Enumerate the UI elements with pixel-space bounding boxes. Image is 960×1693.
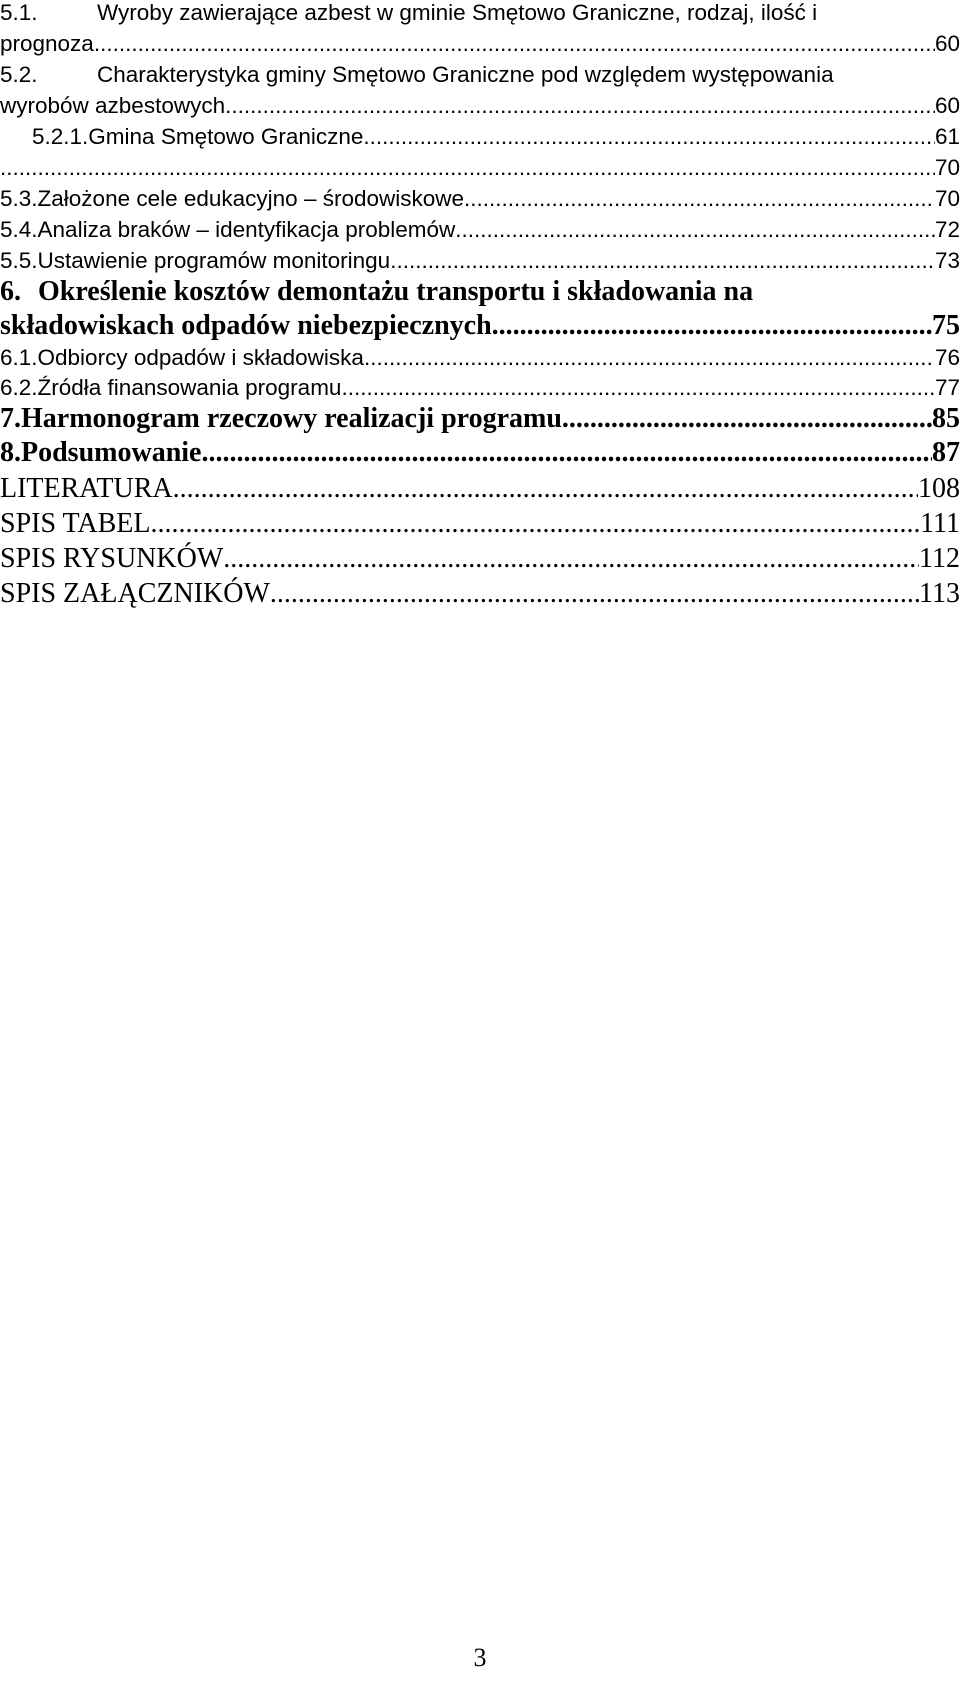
toc-entry-title: Wyroby zawierające azbest w gminie Smętowo Graniczne, rodzaj, ilość i [97, 0, 818, 25]
toc-entry-page: 113 [919, 578, 960, 609]
toc-leader-dots [223, 543, 919, 575]
toc-leader-dots [390, 248, 935, 274]
toc-entry-title: Określenie kosztów demontażu transportu i składowania na [38, 276, 754, 307]
toc-entry-number: 5.3. [0, 186, 38, 211]
toc-entry-title: SPIS RYSUNKÓW [0, 543, 224, 574]
toc-leader-dots [562, 403, 932, 435]
toc-leader-dots [341, 375, 935, 401]
toc-entry-title: Analiza braków – identyfikacja problemów [37, 217, 456, 242]
toc-entry-page: 77 [934, 375, 960, 400]
toc-entry-5-1-continued[interactable] [0, 31, 960, 57]
toc-entry-5-5[interactable] [0, 248, 960, 274]
toc-leader-dots [455, 217, 935, 243]
toc-entry-6-continued[interactable] [0, 310, 960, 342]
toc-leader-dots [363, 124, 935, 150]
toc-entry-8[interactable] [0, 437, 960, 469]
toc-entry-page: 85 [932, 403, 960, 434]
toc-entry-7[interactable] [0, 403, 960, 435]
toc-entry-spis-rysunkow[interactable] [0, 543, 960, 575]
toc-leader-dots [364, 345, 935, 371]
toc-leader-dots [173, 473, 918, 505]
toc-entry-title: Odbiorcy odpadów i składowiska [37, 345, 364, 370]
toc-entry-page: 73 [934, 248, 960, 273]
toc-entry-page: 70 [934, 155, 960, 180]
toc-entry-5-4[interactable] [0, 217, 960, 243]
toc-entry-page: 112 [919, 543, 960, 574]
toc-entry-number: 6. [0, 276, 21, 307]
toc-entry-title: Ustawienie programów monitoringu [37, 248, 391, 273]
toc-entry-title: LITERATURA [0, 473, 173, 504]
toc-entry-number: 5.2.1. [32, 124, 89, 149]
toc-entry-page: 60 [934, 93, 960, 118]
toc-entry-page: 108 [918, 473, 960, 504]
toc-leader-dots [464, 186, 935, 212]
toc-entry-6[interactable] [0, 276, 960, 308]
toc-leader-dots [151, 508, 921, 540]
toc-entry-page: 60 [934, 31, 960, 56]
toc-entry-number: 5.4. [0, 217, 38, 242]
toc-entry-title: Podsumowanie [21, 437, 202, 468]
toc-entry-5-3[interactable] [0, 186, 960, 212]
toc-entry-title: Źródła finansowania programu [37, 375, 342, 400]
page-number: 3 [473, 1643, 487, 1672]
toc-entry-title: SPIS TABEL [0, 508, 151, 539]
toc-entry-untitled[interactable] [0, 155, 960, 181]
toc-entry-number: 5.2. [0, 62, 38, 87]
toc-entry-number: 5.5. [0, 248, 38, 273]
toc-entry-title: składowiskach odpadów niebezpiecznych [0, 310, 492, 341]
toc-entry-spis-zalacznikow[interactable] [0, 578, 960, 610]
toc-leader-dots [0, 155, 935, 181]
toc-entry-literatura[interactable] [0, 473, 960, 505]
toc-entry-title: Charakterystyka gminy Smętowo Graniczne pod względem występowania [97, 62, 834, 87]
toc-entry-number: 7. [0, 403, 21, 434]
toc-entry-5-2-1[interactable] [32, 124, 960, 150]
toc-entry-number: 8. [0, 437, 21, 468]
toc-leader-dots [270, 578, 919, 610]
toc-entry-page: 75 [932, 310, 960, 341]
toc-leader-dots [225, 93, 935, 119]
toc-entry-title: Harmonogram rzeczowy realizacji programu [21, 403, 562, 434]
toc-entry-number: 6.1. [0, 345, 38, 370]
toc-entry-5-2-continued[interactable] [0, 93, 960, 119]
toc-entry-title: Założone cele edukacyjno – środowiskowe [37, 186, 465, 211]
toc-entry-title: wyrobów azbestowych [0, 93, 226, 118]
toc-entry-number: 6.2. [0, 375, 38, 400]
toc-entry-title: prognoza [0, 31, 94, 56]
toc-entry-page: 70 [934, 186, 960, 211]
toc-entry-page: 61 [934, 124, 960, 149]
toc-leader-dots [201, 437, 932, 469]
toc-entry-page: 72 [934, 217, 960, 242]
toc-entry-page: 111 [920, 508, 960, 539]
toc-entry-number: 5.1. [0, 0, 38, 25]
toc-leader-dots [94, 31, 935, 57]
toc-entry-title: SPIS ZAŁĄCZNIKÓW [0, 578, 270, 609]
toc-leader-dots [492, 310, 932, 342]
toc-entry-title: Gmina Smętowo Graniczne [88, 124, 364, 149]
toc-entry-spis-tabel[interactable] [0, 508, 960, 540]
toc-entry-6-2[interactable] [0, 375, 960, 401]
toc-entry-6-1[interactable] [0, 345, 960, 371]
toc-entry-5-2[interactable] [0, 62, 960, 88]
toc-entry-page: 87 [932, 437, 960, 468]
toc-entry-page: 76 [934, 345, 960, 370]
toc-entry-5-1[interactable] [0, 0, 960, 26]
